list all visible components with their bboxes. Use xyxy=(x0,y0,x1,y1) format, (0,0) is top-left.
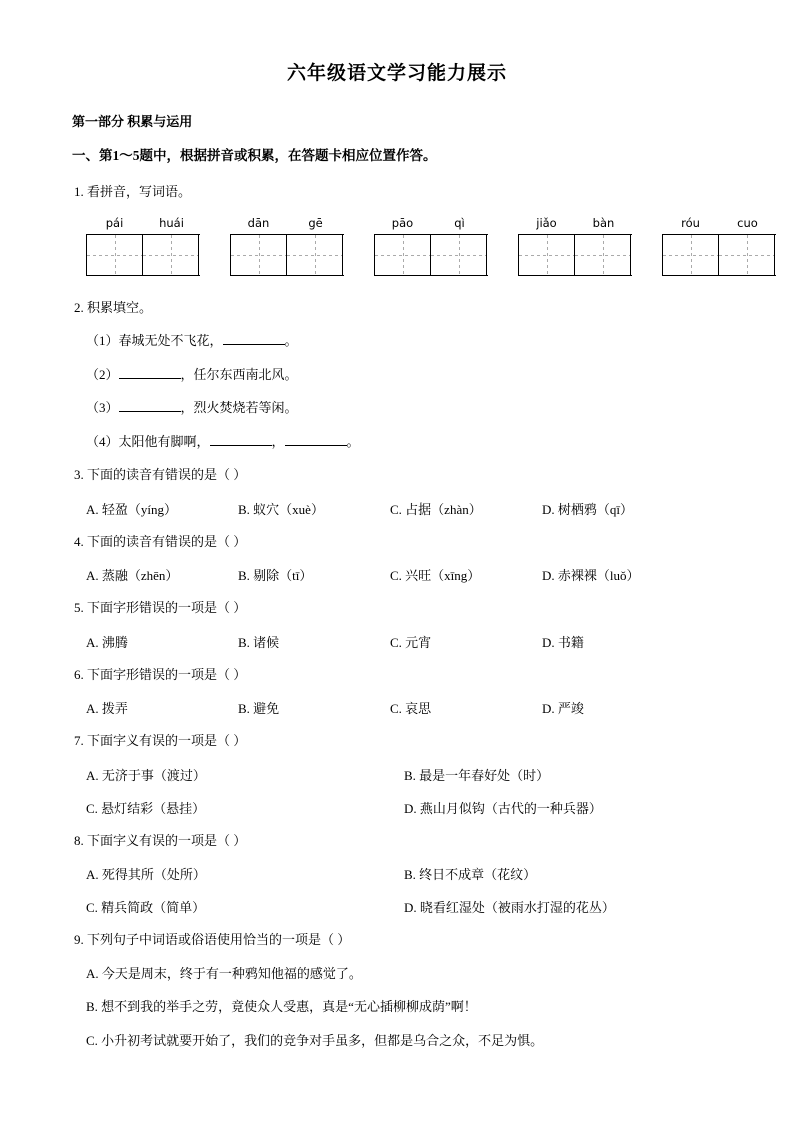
option-b[interactable]: B. 终日不成章（花纹） xyxy=(404,867,537,882)
option-d[interactable]: D. 书籍 xyxy=(542,634,584,650)
pinyin-group xyxy=(662,216,776,276)
pinyin-syllable: qì xyxy=(454,215,465,230)
answer-blank[interactable] xyxy=(119,366,181,379)
fill-text-post: 。 xyxy=(346,433,360,449)
pinyin-syllable: bàn xyxy=(592,215,615,230)
writing-cell[interactable] xyxy=(87,235,143,275)
part-label: 第一部分 积累与运用 xyxy=(72,114,193,129)
question-1-stem: 1. 看拼音，写词语。 xyxy=(74,184,192,199)
option-b[interactable]: B. 剔除（tī） xyxy=(238,568,313,583)
pinyin-group xyxy=(374,216,488,276)
writing-cell[interactable] xyxy=(431,235,487,275)
fill-text-pre: （3） xyxy=(86,400,119,415)
question-6-stem: 6. 下面字形错误的一项是（ ） xyxy=(74,666,247,682)
fill-text-pre: （2） xyxy=(86,366,119,382)
writing-cell[interactable] xyxy=(663,235,719,275)
big-question-heading: 一、第1～5题中，根据拼音或积累，在答题卡相应位置作答。 xyxy=(72,148,437,163)
question-7-options-row-1 xyxy=(72,765,722,784)
question-2-item-3 xyxy=(72,398,722,418)
pinyin-syllable: pái xyxy=(105,215,124,230)
fill-text-pre: （4）太阳他有脚啊， xyxy=(86,433,210,449)
question-5-options xyxy=(72,632,722,651)
option-b[interactable]: B. 蚁穴（xuè） xyxy=(238,501,324,517)
question-4-stem: 4. 下面的读音有错误的是（ ） xyxy=(74,533,247,549)
option-a[interactable]: A. 死得其所（处所） xyxy=(86,867,206,882)
writing-cells[interactable] xyxy=(374,234,488,276)
pinyin-syllable: dān xyxy=(247,215,270,230)
question-4-options xyxy=(72,565,722,584)
answer-blank[interactable] xyxy=(223,332,285,345)
pinyin-syllable: gē xyxy=(308,215,323,230)
question-2-item-2 xyxy=(72,365,722,385)
pinyin-writing-grid xyxy=(86,215,758,276)
option-d[interactable]: D. 燕山月似钩（古代的一种兵器） xyxy=(404,800,602,816)
question-9-stem: 9. 下列句子中词语或俗语使用恰当的一项是（ ） xyxy=(74,932,351,947)
fill-text-pre: （1）春城无处不飞花， xyxy=(86,333,223,348)
option-d[interactable]: D. 晓看红湿处（被雨水打湿的花丛） xyxy=(404,900,615,915)
question-7-stem: 7. 下面字义有误的一项是（ ） xyxy=(74,733,247,748)
question-7-options-row-2 xyxy=(72,798,722,817)
pinyin-group xyxy=(86,216,200,276)
question-5-stem: 5. 下面字形错误的一项是（ ） xyxy=(74,600,247,615)
pinyin-syllable: cuo xyxy=(737,215,758,230)
answer-blank[interactable] xyxy=(119,399,181,412)
question-6-options xyxy=(72,698,722,717)
question-3-options xyxy=(72,499,722,518)
question-2-stem: 2. 积累填空。 xyxy=(74,299,153,315)
question-8-stem: 8. 下面字义有误的一项是（ ） xyxy=(74,832,247,848)
option-d[interactable]: D. 赤裸裸（luǒ） xyxy=(542,568,640,583)
writing-cells[interactable] xyxy=(230,234,344,276)
pinyin-labels xyxy=(662,216,776,234)
writing-cell[interactable] xyxy=(143,235,199,275)
question-9-option-c[interactable]: C. 小升初考试就要开始了，我们的竞争对手虽多，但都是乌合之众，不足为惧。 xyxy=(86,1032,544,1048)
option-c[interactable]: C. 精兵简政（简单） xyxy=(86,900,206,915)
fill-text-post: ，烈火焚烧若等闲。 xyxy=(180,400,298,415)
page-title: 六年级语文学习能力展示 xyxy=(286,63,507,84)
writing-cell[interactable] xyxy=(287,235,343,275)
question-9-option-a[interactable]: A. 今天是周末，终于有一种鸦知他福的感觉了。 xyxy=(86,965,362,981)
option-c[interactable]: C. 兴旺（xīng） xyxy=(390,568,481,583)
option-a[interactable]: A. 轻盈（yíng） xyxy=(86,501,178,517)
option-c[interactable]: C. 哀思 xyxy=(390,701,432,716)
writing-cells[interactable] xyxy=(86,234,200,276)
pinyin-syllable: jiǎo xyxy=(536,215,557,230)
option-c[interactable]: C. 悬灯结彩（悬挂） xyxy=(86,800,206,816)
question-2-item-4 xyxy=(72,432,722,452)
option-b[interactable]: B. 避免 xyxy=(238,701,280,716)
pinyin-group xyxy=(230,216,344,276)
pinyin-syllable: róu xyxy=(681,215,700,230)
pinyin-labels xyxy=(230,216,344,234)
pinyin-group xyxy=(518,216,632,276)
writing-cell[interactable] xyxy=(719,235,775,275)
question-8-options-row-1 xyxy=(72,864,722,883)
fill-text-mid: ， xyxy=(271,433,285,449)
option-a[interactable]: A. 拨弄 xyxy=(86,701,128,716)
writing-cell[interactable] xyxy=(575,235,631,275)
option-d[interactable]: D. 树栖鸦（qī） xyxy=(542,501,634,517)
option-b[interactable]: B. 诸候 xyxy=(238,634,280,650)
pinyin-syllable: huái xyxy=(159,215,184,230)
question-8-options-row-2 xyxy=(72,897,722,916)
option-a[interactable]: A. 沸腾 xyxy=(86,634,128,650)
question-2-item-1 xyxy=(72,331,722,351)
writing-cell[interactable] xyxy=(519,235,575,275)
option-d[interactable]: D. 严竣 xyxy=(542,701,584,716)
writing-cells[interactable] xyxy=(518,234,632,276)
option-a[interactable]: A. 无济于事（渡过） xyxy=(86,767,206,783)
fill-text-post: ，任尔东西南北风。 xyxy=(180,366,298,382)
pinyin-labels xyxy=(518,216,632,234)
question-9-option-b[interactable]: B. 想不到我的举手之劳，竟使众人受惠，真是“无心插柳柳成荫”啊！ xyxy=(86,999,477,1014)
pinyin-labels xyxy=(374,216,488,234)
option-a[interactable]: A. 蒸融（zhēn） xyxy=(86,568,179,583)
writing-cell[interactable] xyxy=(375,235,431,275)
option-b[interactable]: B. 最是一年春好处（时） xyxy=(404,767,550,783)
option-c[interactable]: C. 元宵 xyxy=(390,634,432,650)
pinyin-syllable: pāo xyxy=(391,215,414,230)
writing-cells[interactable] xyxy=(662,234,776,276)
option-c[interactable]: C. 占据（zhàn） xyxy=(390,501,482,517)
pinyin-labels xyxy=(86,216,200,234)
answer-blank[interactable] xyxy=(285,433,347,446)
question-3-stem: 3. 下面的读音有错误的是（ ） xyxy=(74,467,247,482)
writing-cell[interactable] xyxy=(231,235,287,275)
answer-blank[interactable] xyxy=(210,433,272,446)
fill-text-post: 。 xyxy=(284,333,298,348)
